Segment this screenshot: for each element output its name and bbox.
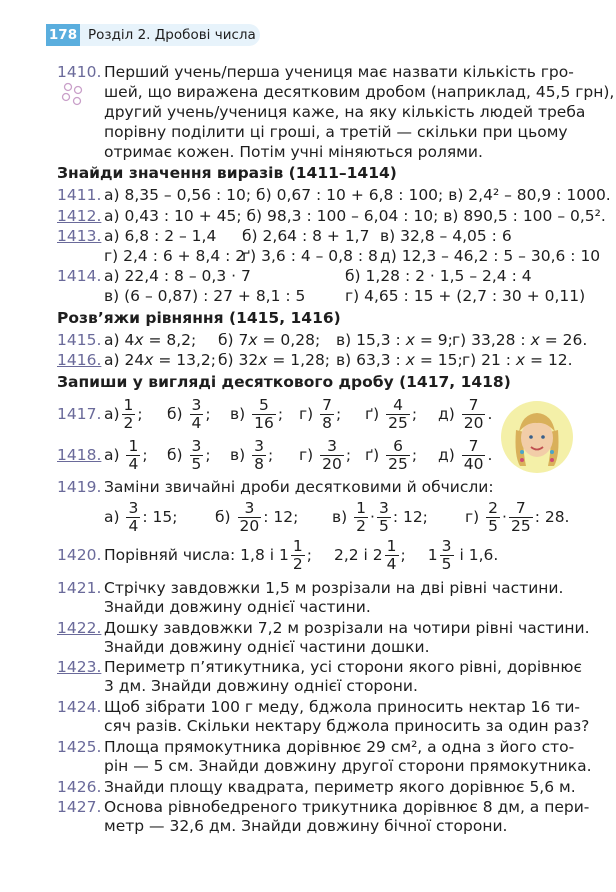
task-number-1410: 1410. — [57, 63, 102, 81]
task-1419-text: Заміни звичайні дроби десятковими й обчисли: — [104, 478, 494, 496]
task-1417-f: д) $\frac{7}{20}$ . — [438, 395, 493, 432]
task-1421-line-1: Стрічку завдовжки 1,5 м розрізали на дві рівні частини. — [104, 579, 564, 597]
task-1415-c: в) 15,3 : x = 9; — [336, 331, 453, 349]
task-1413-b: б) 2,64 : 8 + 1,7 — [242, 227, 370, 245]
task-1422-line-1: Дошку завдовжки 7,2 м розрізали на чотири рівні частини. — [104, 619, 590, 637]
task-number-1424: 1424. — [57, 698, 102, 716]
task-1413-c: в) 32,8 – 4,05 : 6 — [380, 227, 512, 245]
task-number-1425: 1425. — [57, 738, 102, 756]
task-1413-e: ґ) 3,6 : 4 – 0,8 : 8 — [242, 247, 378, 265]
task-1415-b: б) 7x = 0,28; — [218, 331, 321, 349]
task-1424-line-2: сяч разів. Скільки нектару бджола приносить за один раз? — [104, 717, 590, 735]
task-number-1422: 1422. — [57, 619, 102, 637]
task-1425-line-1: Площа прямокутника дорівнює 29 см², а одна з його сто- — [104, 738, 575, 756]
task-number-1421: 1421. — [57, 579, 102, 597]
task-1412-text: а) 0,43 : 10 + 45; б) 98,3 : 100 – 6,04 : 10; в) 890,5 : 100 – 0,5². — [104, 207, 606, 225]
girl-illustration — [500, 400, 574, 474]
task-1427-line-2: метр — 32,6 дм. Знайди довжину бічної сторони. — [104, 817, 508, 835]
task-1425-line-2: рін — 5 см. Знайди довжину другої сторони прямокутника. — [104, 757, 592, 775]
task-number-1416: 1416. — [57, 351, 102, 369]
task-1417-a: а) $\frac{1}{2}$ ; — [104, 395, 143, 432]
task-number-1423: 1423. — [57, 658, 102, 676]
task-1418-f: д) $\frac{7}{40}$ . — [438, 436, 493, 473]
task-1418-a: а) $\frac{1}{4}$ ; — [104, 436, 148, 473]
task-1419-a: а) $\frac{3}{4}$ : 15; — [104, 498, 178, 535]
task-1418-e: ґ) $\frac{6}{25}$ ; — [365, 436, 418, 473]
task-1416-c: в) 63,3 : x = 15; — [336, 351, 463, 369]
task-1427-line-1: Основа рівнобедреного трикутника дорівнює 8 дм, а пери- — [104, 798, 590, 816]
task-1414-d: г) 4,65 : 15 + (2,7 : 30 + 0,11) — [345, 287, 586, 305]
task-1416-d: г) 21 : x = 12. — [462, 351, 573, 369]
page-number: 178 — [46, 24, 80, 46]
task-1417-e: ґ) $\frac{4}{25}$ ; — [365, 395, 418, 432]
task-1413-d: г) 2,4 : 6 + 8,4 : 2 — [104, 247, 246, 265]
task-1419-b: б) $\frac{3}{20}$ : 12; — [215, 498, 299, 535]
task-1414-c: в) (6 – 0,87) : 27 + 8,1 : 5 — [104, 287, 306, 305]
task-number-1419: 1419. — [57, 478, 102, 496]
task-number-1411: 1411. — [57, 186, 102, 204]
task-1426-text: Знайди площу квадрата, периметр якого дорівнює 5,6 м. — [104, 778, 576, 796]
task-number-1414: 1414. — [57, 267, 102, 285]
task-1416-b: б) 32x = 1,28; — [218, 351, 331, 369]
task-1418-b: б) $\frac{3}{5}$ ; — [167, 436, 211, 473]
task-1420-text: Порівняй числа: 1,8 і 1 $\frac{1}{2}$ ; 2,2 і 2 $\frac{1}{4}$ ; 1 $\frac{3}{5}$ і 1,6. — [104, 536, 499, 573]
task-number-1412: 1412. — [57, 207, 102, 225]
section-heading-decimals: Запиши у вигляді десяткового дробу (1417, 1418) — [57, 373, 511, 391]
task-number-1417: 1417. — [57, 405, 102, 423]
task-1413-f: д) 12,3 – 46,2 : 5 – 30,6 : 10 — [380, 247, 601, 265]
task-1410-line-5: отримає кожен. Потім учні міняються ролями. — [104, 143, 483, 161]
task-1423-line-1: Периметр п’ятикутника, усі сторони якого рівні, дорівнює — [104, 658, 582, 676]
task-number-1418: 1418. — [57, 446, 102, 464]
task-1414-a: а) 22,4 : 8 – 0,3 · 7 — [104, 267, 251, 285]
task-1417-c: в) $\frac{5}{16}$ ; — [230, 395, 284, 432]
task-1411-text: а) 8,35 – 0,56 : 10; б) 0,67 : 10 + 6,8 : 100; в) 2,4² – 80,9 : 1000. — [104, 186, 611, 204]
task-1414-b: б) 1,28 : 2 · 1,5 – 2,4 : 4 — [345, 267, 532, 285]
task-number-1413: 1413. — [57, 227, 102, 245]
task-1410-line-3: другий учень/учениця каже, на яку кількість людей треба — [104, 103, 586, 121]
page-header — [46, 24, 260, 46]
task-1418-d: г) $\frac{3}{20}$ ; — [299, 436, 352, 473]
task-1410-line-2: шей, що виражена десятковим дробом (наприклад, 45,5 грн), — [104, 83, 615, 101]
task-number-1415: 1415. — [57, 331, 102, 349]
task-1410-line-4: порівну поділити ці гроші, а третій — скільки при цьому — [104, 123, 568, 141]
task-1423-line-2: 3 дм. Знайди довжину однієї сторони. — [104, 677, 418, 695]
task-1418-c: в) $\frac{3}{8}$ ; — [230, 436, 274, 473]
task-number-1420: 1420. — [57, 546, 102, 564]
task-1424-line-1: Щоб зібрати 100 г меду, бджола приносить нектар 16 ти- — [104, 698, 581, 716]
task-1419-d: г) $\frac{2}{5}$ · $\frac{7}{25}$ : 28. — [465, 498, 570, 535]
task-1421-line-2: Знайди довжину однієї частини. — [104, 598, 371, 616]
task-1415-a: а) 4x = 8,2; — [104, 331, 197, 349]
task-1415-d: г) 33,28 : x = 26. — [452, 331, 588, 349]
task-1413-a: а) 6,8 : 2 – 1,4 — [104, 227, 217, 245]
task-1416-a: а) 24x = 13,2; — [104, 351, 216, 369]
pair-work-icon — [60, 82, 86, 106]
task-number-1426: 1426. — [57, 778, 102, 796]
task-number-1427: 1427. — [57, 798, 102, 816]
section-heading-equations: Розв’яжи рівняння (1415, 1416) — [57, 309, 341, 327]
section-heading-expressions: Знайди значення виразів (1411–1414) — [57, 164, 397, 182]
task-1417-d: г) $\frac{7}{8}$ ; — [299, 395, 342, 432]
chapter-title: Розділ 2. Дробові числа — [88, 27, 256, 43]
task-1417-b: б) $\frac{3}{4}$ ; — [167, 395, 211, 432]
task-1419-c: в) $\frac{1}{2}$ · $\frac{3}{5}$ : 12; — [332, 498, 428, 535]
task-1422-line-2: Знайди довжину однієї частини дошки. — [104, 638, 430, 656]
task-1410-line-1: Перший учень/перша учениця має назвати кількість гро- — [104, 63, 574, 81]
